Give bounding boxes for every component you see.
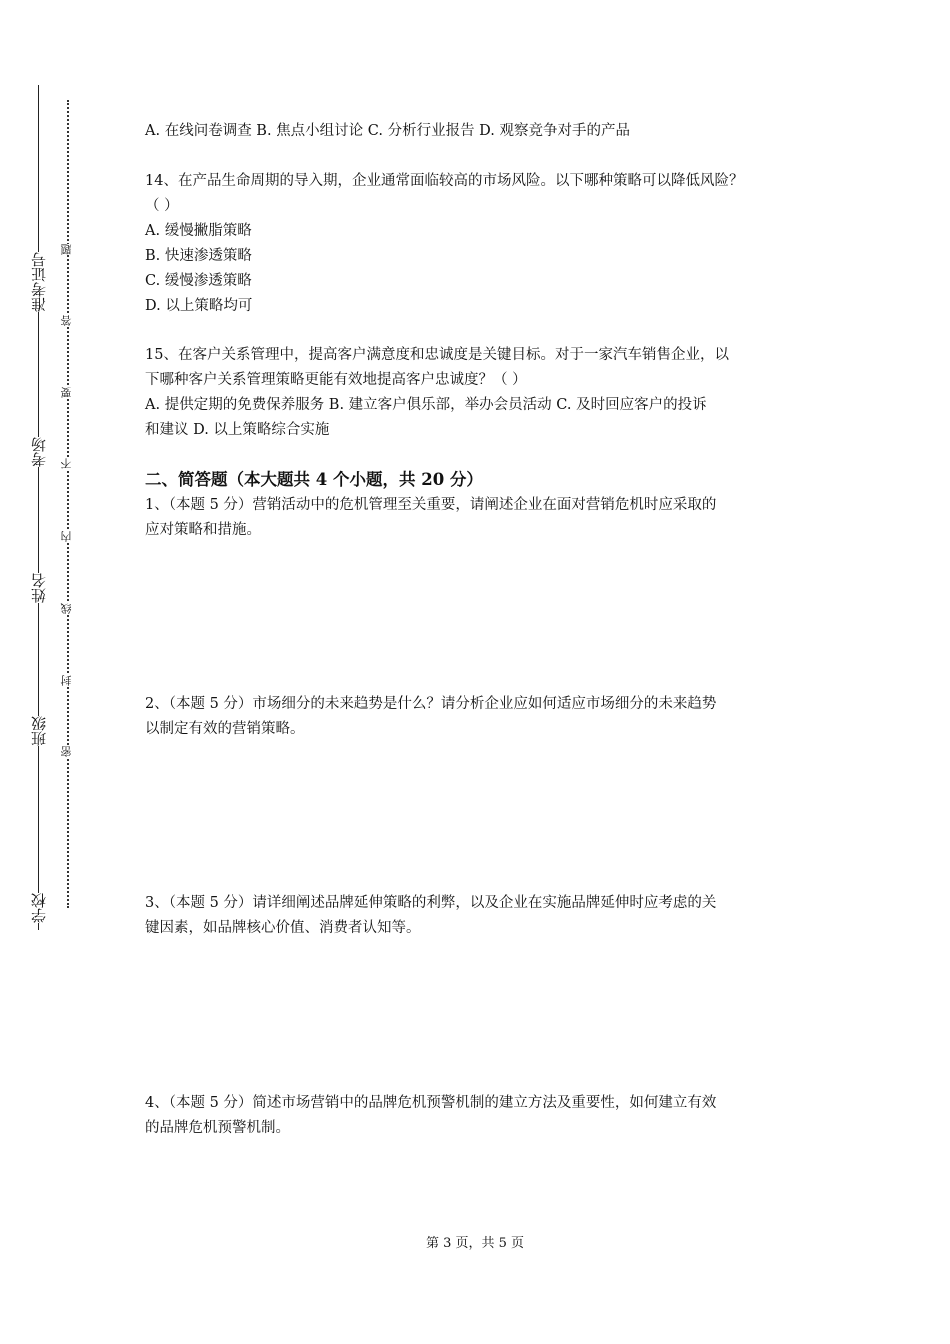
short-answer-question: 以制定有效的营销策略。 [145, 721, 305, 737]
q15-options: 和建议 D. 以上策略综合实施 [145, 422, 330, 438]
page-number: 第 3 页，共 5 页 [425, 1236, 525, 1251]
seal-char: 密 [60, 746, 76, 757]
q14-option-d: D. 以上策略均可 [145, 298, 253, 314]
label-name: 姓名 [30, 573, 48, 603]
label-class: 班级 [30, 716, 48, 746]
q14-option-c: C. 缓慢渗透策略 [145, 273, 252, 289]
binding-solid-line [38, 85, 39, 930]
seal-char: 不 [60, 458, 76, 469]
binding-margin [0, 0, 110, 1344]
seal-char: 内 [60, 531, 76, 542]
seal-char: 线 [60, 603, 76, 614]
q14-stem: （ ） [145, 198, 179, 214]
short-answer-question: 1、（本题 5 分）营销活动中的危机管理至关重要，请阐述企业在面对营销危机时应采取的 [145, 497, 717, 513]
q14-option-a: A. 缓慢撇脂策略 [145, 223, 252, 239]
seal-char: 答 [60, 315, 76, 326]
short-answer-question: 键因素，如品牌核心价值、消费者认知等。 [145, 920, 421, 936]
short-answer-question: 应对策略和措施。 [145, 522, 261, 538]
short-answer-question: 4、（本题 5 分）简述市场营销中的品牌危机预警机制的建立方法及重要性，如何建立有效 [145, 1095, 717, 1111]
short-answer-question: 3、（本题 5 分）请详细阐述品牌延伸策略的利弊，以及企业在实施品牌延伸时应考虑的关 [145, 895, 717, 911]
section-2-title: 二、简答题（本大题共 4 个小题，共 20 分） [145, 470, 483, 489]
seal-char: 要 [60, 387, 76, 398]
label-exam-room: 考场 [30, 437, 48, 467]
seal-char: 题 [60, 244, 76, 255]
q13-options: A. 在线问卷调查 B. 焦点小组讨论 C. 分析行业报告 D. 观察竞争对手的产品 [145, 123, 631, 139]
q15-stem: 下哪种客户关系管理策略更能有效地提高客户忠诚度？（ ） [145, 372, 527, 388]
q15-options: A. 提供定期的免费保养服务 B. 建立客户俱乐部，举办会员活动 C. 及时回应客户的投诉 [145, 397, 707, 413]
seal-char: 封 [60, 675, 76, 686]
label-school: 学校 [30, 893, 48, 923]
q14-stem: 14、在产品生命周期的导入期，企业通常面临较高的市场风险。以下哪种策略可以降低风险？ [145, 173, 744, 189]
short-answer-question: 的品牌危机预警机制。 [145, 1120, 290, 1136]
q14-option-b: B. 快速渗透策略 [145, 248, 252, 264]
label-exam-number: 准考证号 [30, 252, 48, 312]
short-answer-question: 2、（本题 5 分）市场细分的未来趋势是什么？请分析企业应如何适应市场细分的未来趋势 [145, 696, 717, 712]
q15-stem: 15、在客户关系管理中，提高客户满意度和忠诚度是关键目标。对于一家汽车销售企业，以 [145, 347, 729, 363]
seal-dotted-line [67, 100, 69, 908]
